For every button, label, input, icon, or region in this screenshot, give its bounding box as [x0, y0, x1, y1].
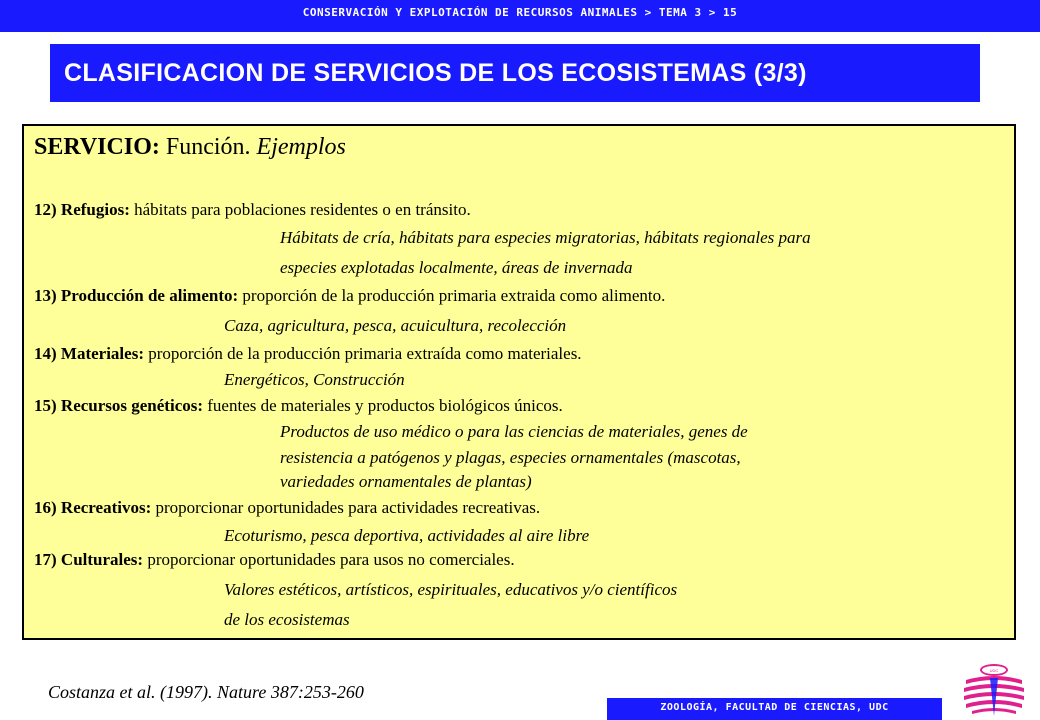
course-header-bar: CONSERVACIÓN Y EXPLOTACIÓN DE RECURSOS ANIMALES > TEMA 3 > 15: [0, 0, 1040, 32]
panel-heading: [34, 134, 346, 161]
citation: Costanza et al. (1997). Nature 387:253-260: [48, 682, 364, 702]
university-logo-icon: [960, 656, 1028, 718]
item-example: Energéticos, Construcción: [224, 370, 405, 389]
item-recursos-geneticos: [34, 396, 563, 416]
item-example: especies explotadas localmente, áreas de invernada: [280, 258, 633, 277]
item-desc: proporcionar oportunidades para usos no comerciales.: [143, 550, 515, 569]
item-desc: proporción de la producción primaria extraida como alimento.: [238, 286, 666, 305]
item-desc: proporcionar oportunidades para actividades recreativas.: [151, 498, 541, 517]
item-label: 17) Culturales:: [34, 550, 144, 569]
item-desc: proporción de la producción primaria extraída como materiales.: [143, 344, 582, 363]
item-label: 12) Refugios:: [34, 200, 130, 219]
item-refugios: [34, 200, 471, 220]
item-example: Caza, agricultura, pesca, acuicultura, recolección: [224, 316, 567, 335]
item-example: Productos de uso médico o para las ciencias de materiales, genes de: [280, 422, 748, 441]
item-desc: hábitats para poblaciones residentes o en tránsito.: [129, 200, 471, 219]
item-label: 14) Materiales:: [34, 344, 144, 363]
svg-text:UDC: UDC: [989, 668, 999, 673]
item-label: 13) Producción de alimento:: [34, 286, 239, 305]
item-example: resistencia a patógenos y plagas, especies ornamentales (mascotas,: [280, 448, 741, 467]
item-example: Ecoturismo, pesca deportiva, actividades al aire libre: [224, 526, 590, 545]
content-panel: [22, 124, 1016, 640]
item-label: 15) Recursos genéticos:: [34, 396, 204, 415]
item-example: Hábitats de cría, hábitats para especies migratorias, hábitats regionales para: [280, 228, 811, 247]
item-label: 16) Recreativos:: [34, 498, 152, 517]
heading-italic: Ejemplos: [256, 134, 346, 160]
item-desc: fuentes de materiales y productos biológicos únicos.: [203, 396, 563, 415]
item-materiales: [34, 344, 582, 364]
heading-bold: SERVICIO:: [34, 134, 160, 160]
institution-footer-bar: ZOOLOGÍA, FACULTAD DE CIENCIAS, UDC: [607, 698, 942, 720]
item-example: variedades ornamentales de plantas): [280, 472, 532, 491]
item-culturales: [34, 550, 515, 570]
slide-title: CLASIFICACION DE SERVICIOS DE LOS ECOSISTEMAS (3/3): [50, 44, 980, 102]
heading-normal: Función.: [159, 134, 257, 160]
item-recreativos: [34, 498, 540, 518]
item-example: Valores estéticos, artísticos, espirituales, educativos y/o científicos: [224, 580, 678, 599]
item-example: de los ecosistemas: [224, 610, 350, 629]
item-produccion-alimento: [34, 286, 665, 306]
